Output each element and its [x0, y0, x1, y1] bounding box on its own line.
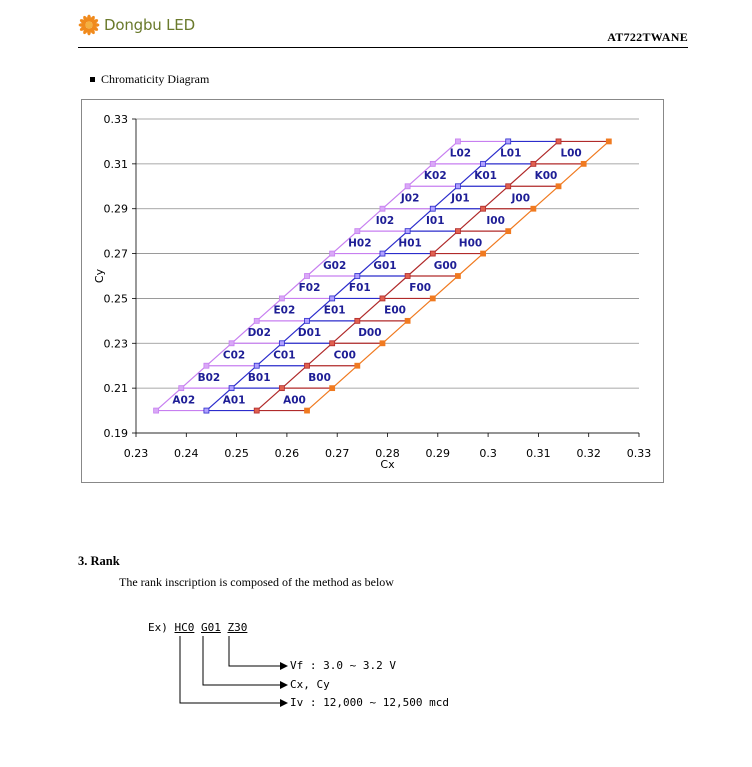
data-point: [305, 274, 310, 279]
data-point: [380, 341, 385, 346]
data-point: [204, 408, 209, 413]
x-tick-label: 0.33: [626, 447, 652, 460]
bullet-icon: [90, 77, 95, 82]
data-point: [531, 161, 536, 166]
rank-description: The rank inscription is composed of the method as below: [119, 575, 394, 589]
x-tick-label: 0.26: [274, 447, 300, 460]
data-point: [229, 341, 234, 346]
bin-label: G02: [323, 259, 347, 272]
data-point: [455, 274, 460, 279]
bin-label: A01: [222, 394, 246, 407]
x-tick-label: 0.31: [526, 447, 551, 460]
data-point: [481, 251, 486, 256]
y-tick-label: 0.31: [103, 157, 128, 171]
data-point: [355, 363, 360, 368]
data-point: [531, 206, 536, 211]
data-point: [481, 161, 486, 166]
y-tick-label: 0.19: [103, 427, 128, 440]
model-number: AT722TWANE: [607, 30, 688, 44]
data-point: [254, 363, 259, 368]
bin-label: D01: [297, 327, 322, 340]
bin-label: D00: [358, 327, 382, 340]
data-point: [380, 296, 385, 301]
data-point: [254, 408, 259, 413]
bin-label: J02: [400, 192, 420, 205]
data-point: [380, 206, 385, 211]
code-cxcy: G01: [201, 621, 221, 634]
data-point: [556, 184, 561, 189]
section-title: [90, 72, 209, 87]
code-vf: Z30: [227, 621, 248, 634]
data-point: [330, 296, 335, 301]
data-point: [506, 184, 511, 189]
bin-label: J00: [511, 192, 531, 205]
chromaticity-chart: [81, 99, 664, 483]
example-prefix: Ex): [148, 621, 175, 634]
brand-name: Dongbu LED: [104, 16, 195, 34]
x-tick-label: 0.25: [224, 447, 249, 460]
data-point: [430, 161, 435, 166]
dongbu-logo: [78, 14, 195, 36]
bin-label: H02: [348, 237, 372, 250]
data-point: [279, 341, 284, 346]
section-title-text: Chromaticity Diagram: [101, 72, 210, 86]
data-point: [279, 296, 284, 301]
y-tick-label: 0.33: [103, 113, 128, 126]
bin-label: E02: [273, 304, 296, 317]
bin-label: K01: [474, 170, 497, 183]
rank-iv-description: Iv : 12,000 ~ 12,500 mcd: [290, 696, 449, 709]
y-tick-label: 0.23: [103, 337, 128, 351]
rank-heading: 3. Rank: [78, 554, 120, 568]
data-point: [355, 274, 360, 279]
data-point: [330, 341, 335, 346]
bin-label: C02: [222, 349, 246, 362]
bin-label: I02: [375, 214, 395, 227]
data-point: [556, 139, 561, 144]
data-point: [330, 251, 335, 256]
data-point: [430, 251, 435, 256]
code-iv: HC0: [174, 621, 195, 634]
data-point: [305, 318, 310, 323]
data-point: [279, 386, 284, 391]
data-point: [305, 408, 310, 413]
rank-vf-description: Vf : 3.0 ~ 3.2 V: [290, 659, 396, 672]
data-point: [380, 251, 385, 256]
x-tick-label: 0.27: [324, 447, 350, 460]
bin-label: A02: [172, 394, 196, 407]
x-tick-label: 0.23: [123, 447, 149, 460]
data-point: [455, 184, 460, 189]
header-divider: [78, 47, 688, 48]
bin-label: E00: [384, 304, 406, 317]
data-point: [405, 318, 410, 323]
y-axis-label: Cy: [93, 268, 106, 284]
data-point: [455, 229, 460, 234]
bin-label: C01: [273, 349, 296, 362]
bin-label: F00: [409, 282, 432, 295]
bin-label: B02: [197, 371, 221, 384]
data-point: [455, 139, 460, 144]
bin-label: L00: [560, 147, 582, 160]
y-tick-label: 0.29: [103, 202, 128, 216]
bin-label: C00: [333, 349, 356, 362]
data-point: [330, 386, 335, 391]
bin-label: H01: [398, 237, 422, 250]
data-point: [254, 318, 259, 323]
data-point: [355, 318, 360, 323]
rank-cxcy-description: Cx, Cy: [290, 678, 330, 691]
bin-label: I00: [486, 214, 505, 227]
data-point: [481, 206, 486, 211]
data-point: [305, 363, 310, 368]
data-point: [606, 139, 611, 144]
data-point: [405, 229, 410, 234]
x-tick-label: 0.32: [576, 447, 601, 460]
data-point: [581, 161, 586, 166]
bin-label: H00: [458, 237, 483, 250]
data-point: [405, 184, 410, 189]
data-point: [506, 229, 511, 234]
bin-label: B01: [247, 371, 271, 384]
bin-label: L02: [449, 147, 472, 160]
data-point: [355, 229, 360, 234]
bin-label: F02: [298, 282, 321, 295]
bin-label: K00: [534, 170, 558, 183]
data-point: [229, 386, 234, 391]
bin-label: L01: [500, 147, 522, 160]
data-point: [506, 139, 511, 144]
rank-connector-lines: [170, 630, 290, 710]
x-tick-label: 0.3: [479, 447, 497, 460]
bin-label: D02: [247, 327, 271, 340]
data-point: [154, 408, 159, 413]
bin-label: F01: [348, 282, 371, 295]
data-point: [430, 206, 435, 211]
y-tick-label: 0.21: [103, 382, 128, 396]
x-axis-label: Cx: [380, 458, 395, 471]
y-tick-label: 0.27: [103, 247, 128, 261]
bin-label: G01: [373, 259, 397, 272]
bin-label: K02: [423, 170, 447, 183]
x-tick-label: 0.28: [375, 447, 400, 460]
bin-label: B00: [308, 371, 331, 384]
bin-label: G00: [433, 259, 457, 272]
data-point: [179, 386, 184, 391]
x-tick-label: 0.29: [425, 447, 451, 460]
x-tick-label: 0.24: [174, 447, 199, 460]
bin-label: A00: [283, 394, 306, 407]
data-point: [204, 363, 209, 368]
bin-label: E01: [323, 304, 346, 317]
bin-label: J01: [451, 192, 470, 205]
y-tick-label: 0.25: [103, 292, 128, 306]
data-point: [430, 296, 435, 301]
sunburst-logo-icon: [78, 14, 100, 36]
bin-label: I01: [426, 214, 445, 227]
data-point: [405, 274, 410, 279]
